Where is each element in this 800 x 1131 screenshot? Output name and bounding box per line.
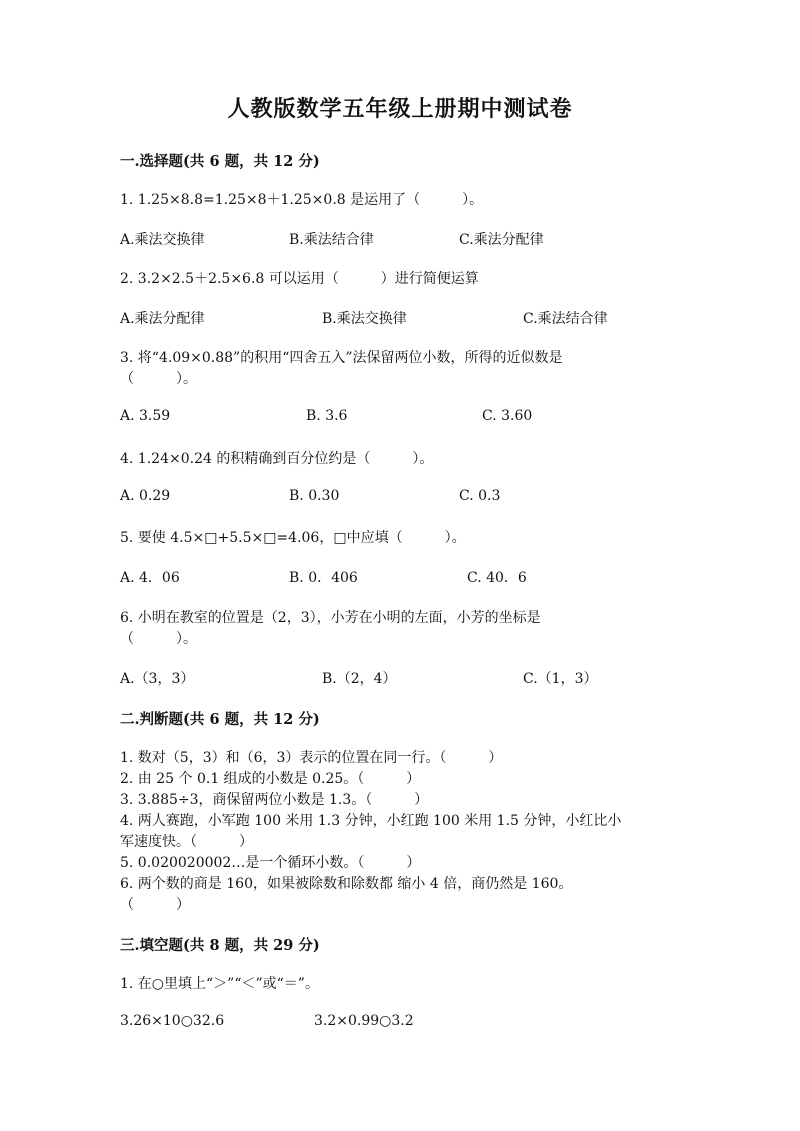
question-2-option-a: A.乘法分配律 xyxy=(120,311,205,327)
judgment-line-6: 6. 两个数的商是 160，如果被除数和除数都 缩小 4 倍，商仍然是 160。 xyxy=(120,876,573,892)
question-4-option-b: B. 0.30 xyxy=(289,488,340,504)
question-6-option-a: A.（3，3） xyxy=(120,671,195,687)
judgment-line-2: 2. 由 25 个 0.1 组成的小数是 0.25。（ ） xyxy=(120,771,421,787)
question-1-text: 1. 1.25×8.8=1.25×8＋1.25×0.8 是运用了（ ）。 xyxy=(120,192,484,208)
question-4-text: 4. 1.24×0.24 的积精确到百分位约是（ ）。 xyxy=(120,451,434,467)
question-1-option-b: B.乘法结合律 xyxy=(289,232,374,248)
question-5-text: 5. 要使 4.5×□+5.5×□=4.06，□中应填（ ）。 xyxy=(120,530,466,546)
section-heading-fill-in: 三.填空题(共 8 题，共 29 分) xyxy=(120,937,320,954)
question-2-text: 2. 3.2×2.5＋2.5×6.8 可以运用（ ）进行简便运算 xyxy=(120,271,479,287)
page-title: 人教版数学五年级上册期中测试卷 xyxy=(227,96,573,122)
judgment-line-6-cont: （ ） xyxy=(120,897,190,913)
question-3-option-a: A. 3.59 xyxy=(120,408,171,424)
judgment-line-4-cont: 军速度快。（ ） xyxy=(120,834,253,850)
question-1-option-a: A.乘法交换律 xyxy=(120,232,205,248)
judgment-line-3: 3. 3.885÷3，商保留两位小数是 1.3。（ ） xyxy=(120,792,429,808)
question-1-option-c: C.乘法分配律 xyxy=(459,232,544,248)
question-4-option-c: C. 0.3 xyxy=(459,488,501,504)
question-3-text-line1: 3. 将“4.09×0.88”的积用“四舍五入”法保留两位小数，所得的近似数是 xyxy=(120,350,563,366)
question-5-option-a: A. 4．06 xyxy=(120,570,180,586)
question-6-text-line1: 6. 小明在教室的位置是（2，3），小芳在小明的左面，小芳的坐标是 xyxy=(120,610,541,626)
question-5-option-b: B. 0．406 xyxy=(289,570,358,586)
question-3-text-line2: （ ）。 xyxy=(120,371,197,387)
question-5-option-c: C. 40．6 xyxy=(467,570,527,586)
judgment-line-1: 1. 数对（5，3）和（6，3）表示的位置在同一行。（ ） xyxy=(120,750,503,766)
question-3-option-b: B. 3.6 xyxy=(306,408,348,424)
question-2-option-b: B.乘法交换律 xyxy=(322,311,407,327)
fill-question-1-text: 1. 在○里填上“＞”“＜”或“＝”。 xyxy=(120,976,319,992)
judgment-line-4: 4. 两人赛跑，小军跑 100 米用 1.3 分钟，小红跑 100 米用 1.5 分钟，小红比小 xyxy=(120,813,622,829)
section-heading-choice: 一.选择题(共 6 题，共 12 分) xyxy=(120,153,320,170)
fill-question-1-item-1: 3.26×10○32.6 xyxy=(120,1013,225,1029)
question-2-option-c: C.乘法结合律 xyxy=(523,311,608,327)
question-3-option-c: C. 3.60 xyxy=(482,408,533,424)
question-4-option-a: A. 0.29 xyxy=(120,488,171,504)
question-6-option-b: B.（2，4） xyxy=(322,671,397,687)
question-6-option-c: C.（1，3） xyxy=(523,671,598,687)
section-heading-judgment: 二.判断题(共 6 题，共 12 分) xyxy=(120,711,320,728)
fill-question-1-item-2: 3.2×0.99○3.2 xyxy=(314,1013,414,1029)
judgment-line-5: 5. 0.020020002…是一个循环小数。（ ） xyxy=(120,855,421,871)
question-6-text-line2: （ ）。 xyxy=(120,631,197,647)
